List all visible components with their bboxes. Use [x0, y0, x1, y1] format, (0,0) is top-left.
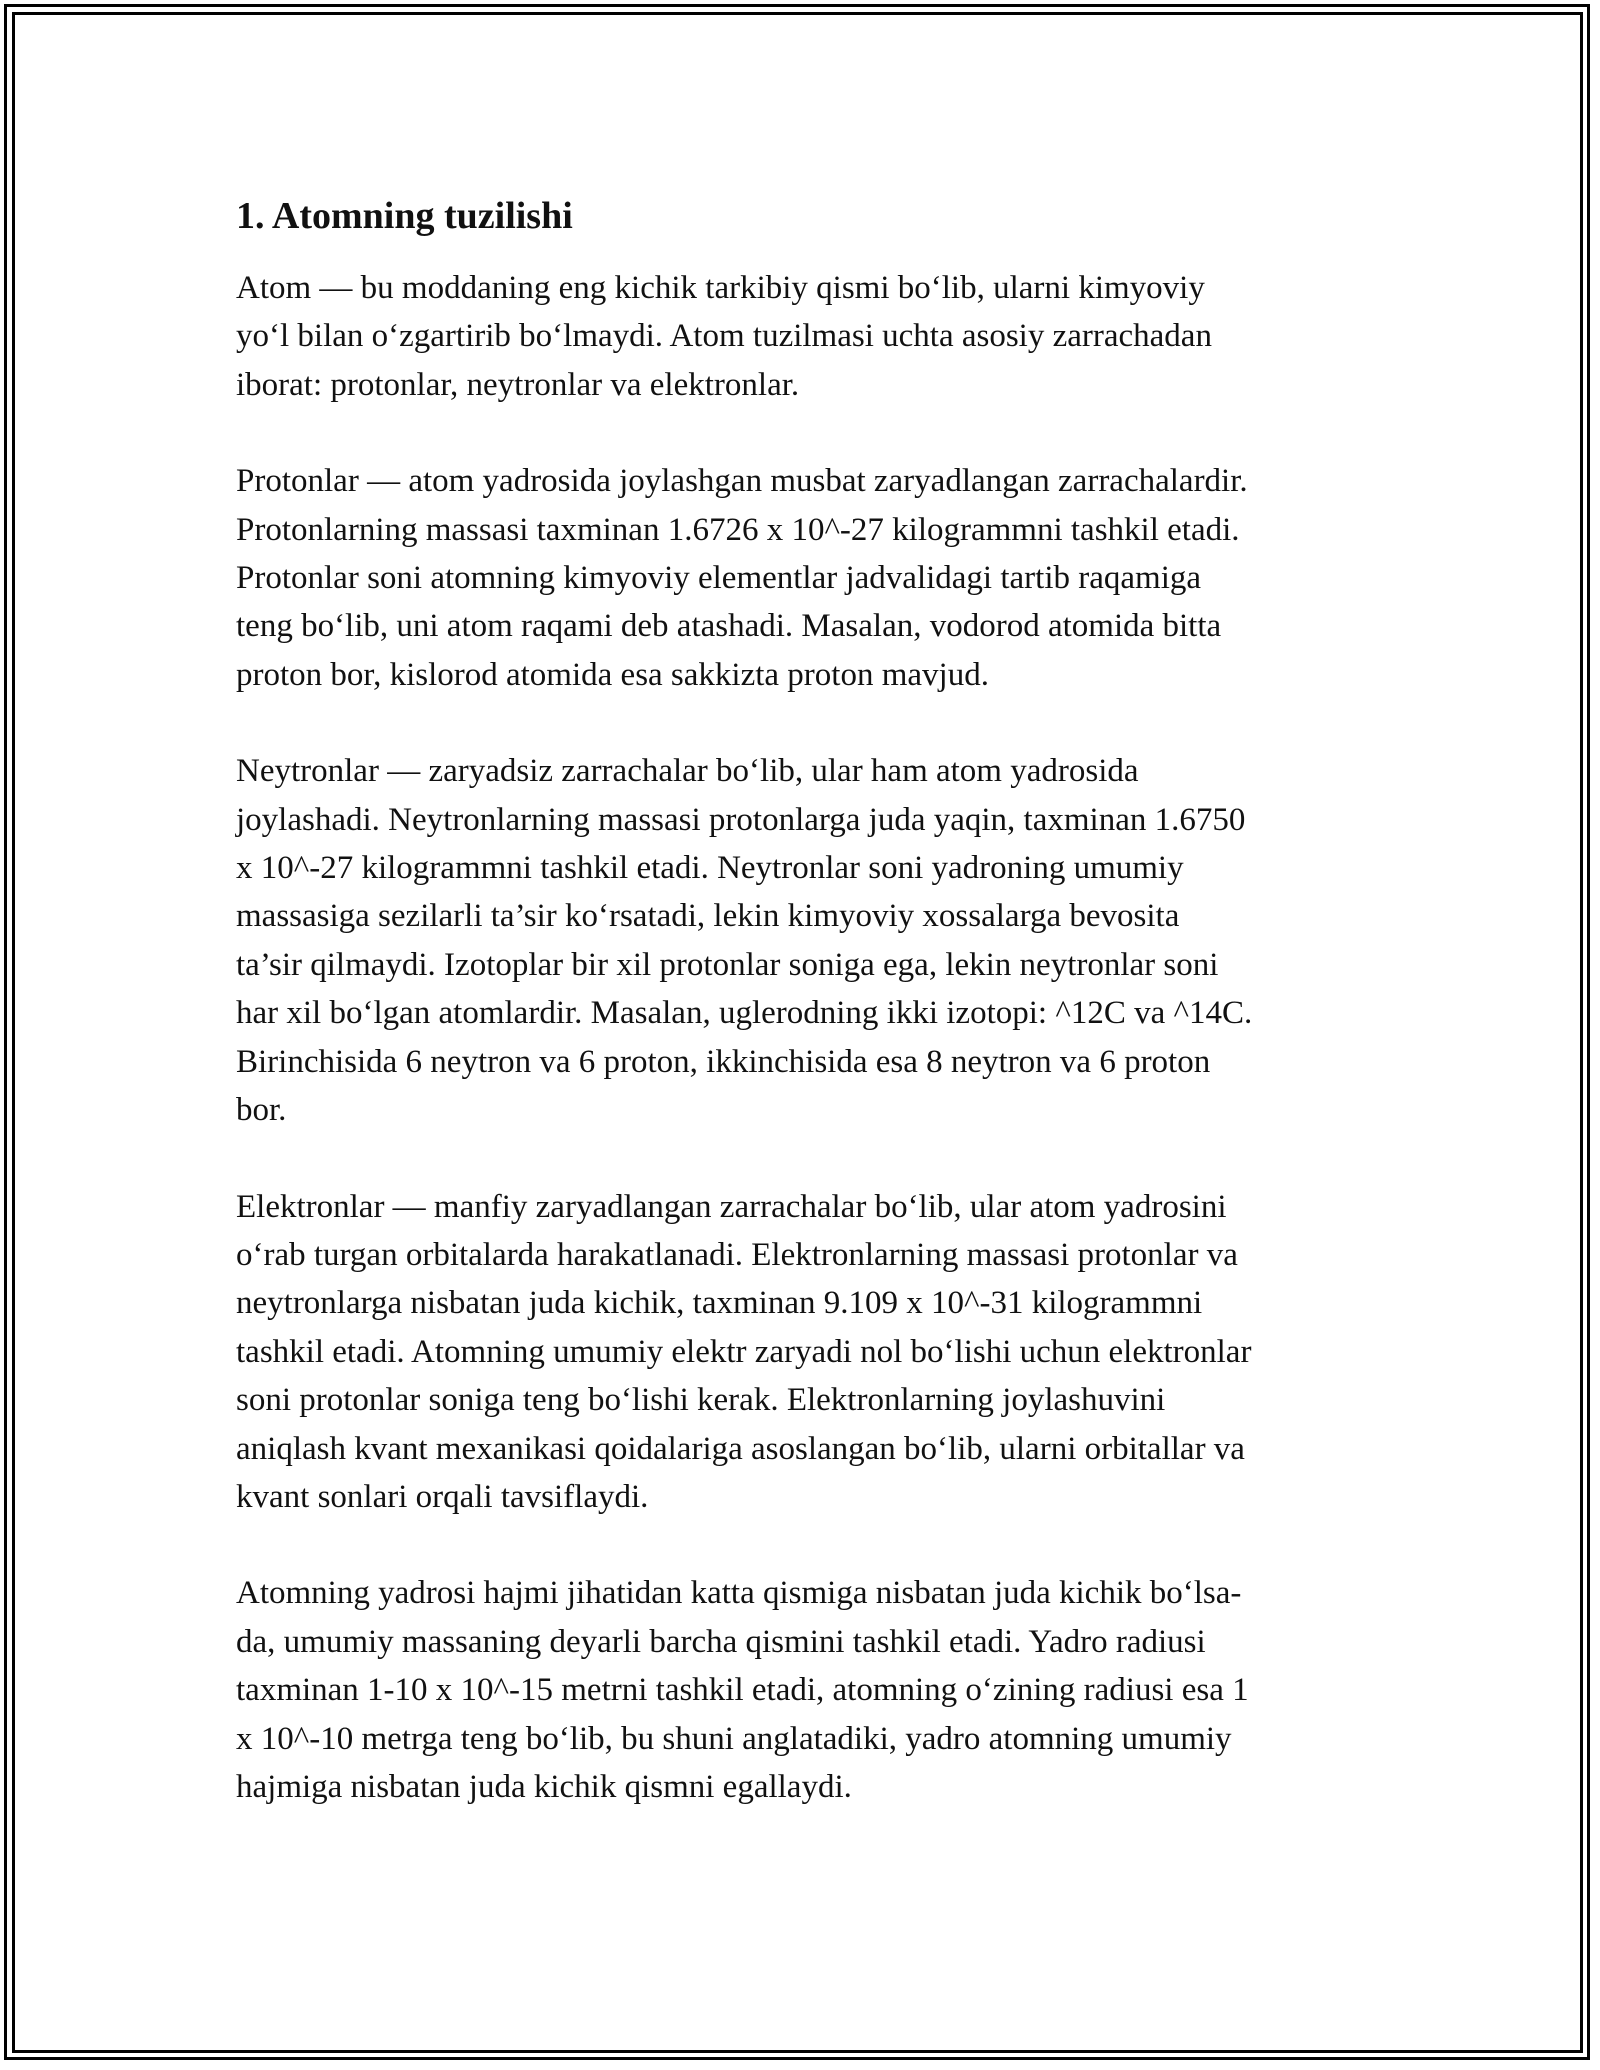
document-body: [236, 188, 1376, 1811]
text-line: hajmiga nisbatan juda kichik qismni egallaydi.: [236, 1768, 852, 1805]
paragraph-atom-definition: [236, 264, 1376, 409]
text-line: iborat: protonlar, neytronlar va elektronlar.: [236, 366, 800, 403]
text-line: Protonlarning massasi taxminan 1.6726 x 10^-27 kilogrammni tashkil etadi.: [236, 511, 1240, 548]
text-line: o‘rab turgan orbitalarda harakatlanadi. Elektronlarning massasi protonlar va: [236, 1236, 1238, 1273]
paragraph-protons: [236, 457, 1376, 699]
text-line: Neytronlar — zaryadsiz zarrachalar bo‘lib, ular ham atom yadrosida: [236, 753, 1139, 790]
text-line: bor.: [236, 1092, 287, 1129]
text-line: teng bo‘lib, uni atom raqami deb atashadi. Masalan, vodorod atomida bitta: [236, 608, 1222, 645]
text-line: Birinchisida 6 neytron va 6 proton, ikkinchisida esa 8 neytron va 6 proton: [236, 1043, 1211, 1080]
text-line: kvant sonlari orqali tavsiflaydi.: [236, 1478, 649, 1515]
text-line: neytronlarga nisbatan juda kichik, taxminan 9.109 x 10^-31 kilogrammni: [236, 1285, 1203, 1322]
paragraph-nucleus-size: [236, 1569, 1376, 1811]
text-line: joylashadi. Neytronlarning massasi protonlarga juda yaqin, taxminan 1.6750: [236, 801, 1246, 838]
text-line: Elektronlar — manfiy zaryadlangan zarrachalar bo‘lib, ular atom yadrosini: [236, 1188, 1227, 1225]
text-line: Atomning yadrosi hajmi jihatidan katta qismiga nisbatan juda kichik bo‘lsa-: [236, 1575, 1242, 1612]
text-line: ta’sir qilmaydi. Izotoplar bir xil protonlar soniga ega, lekin neytronlar soni: [236, 946, 1219, 983]
text-line: taxminan 1-10 x 10^-15 metrni tashkil etadi, atomning o‘zining radiusi esa 1: [236, 1672, 1249, 1709]
text-line: proton bor, kislorod atomida esa sakkizta proton mavjud.: [236, 656, 989, 693]
paragraph-electrons: [236, 1183, 1376, 1522]
page-title: 1. Atomning tuzilishi: [236, 195, 573, 237]
text-line: Atom — bu moddaning eng kichik tarkibiy qismi bo‘lib, ularni kimyoviy: [236, 270, 1205, 306]
text-line: aniqlash kvant mexanikasi qoidalariga asoslangan bo‘lib, ularni orbitallar va: [236, 1430, 1245, 1467]
text-line: x 10^-10 metrga teng bo‘lib, bu shuni anglatadiki, yadro atomning umumiy: [236, 1720, 1232, 1757]
text-line: har xil bo‘lgan atomlardir. Masalan, uglerodning ikki izotopi: ^12C va ^14C.: [236, 995, 1253, 1032]
text-line: soni protonlar soniga teng bo‘lishi kerak. Elektronlarning joylashuvini: [236, 1382, 1166, 1419]
paragraph-neutrons: [236, 747, 1376, 1134]
text-line: massasiga sezilarli ta’sir ko‘rsatadi, lekin kimyoviy xossalarga bevosita: [236, 898, 1180, 935]
text-line: tashkil etadi. Atomning umumiy elektr zaryadi nol bo‘lishi uchun elektronlar: [236, 1333, 1252, 1370]
text-line: yo‘l bilan o‘zgartirib bo‘lmaydi. Atom tuzilmasi uchta asosiy zarrachadan: [236, 318, 1212, 355]
text-line: da, umumiy massaning deyarli barcha qismini tashkil etadi. Yadro radiusi: [236, 1623, 1206, 1660]
text-line: Protonlar — atom yadrosida joylashgan musbat zaryadlangan zarrachalardir.: [236, 463, 1248, 500]
text-line: x 10^-27 kilogrammni tashkil etadi. Neytronlar soni yadroning umumiy: [236, 850, 1184, 887]
text-line: Protonlar soni atomning kimyoviy elementlar jadvalidagi tartib raqamiga: [236, 560, 1202, 597]
